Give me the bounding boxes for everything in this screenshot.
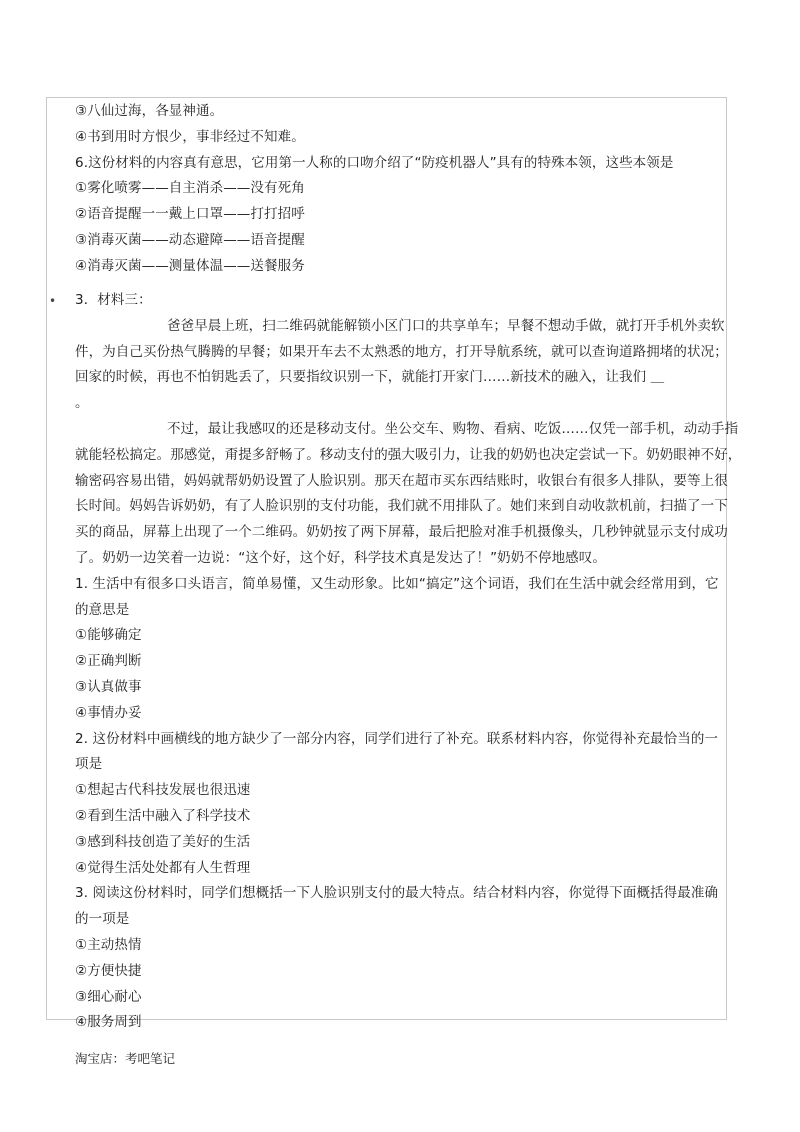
option-line: ②语音提醒一一戴上口罩——打打招呼 — [75, 206, 305, 223]
option-line: ③消毒灭菌——动态避障——语音提醒 — [75, 231, 305, 248]
question-2-stem: 2. 这份材料中画横线的地方缺少了一部分内容，同学们进行了补充。联系材料内容，你觉得补充最恰当的一 — [75, 730, 719, 747]
question-stem: 6.这份材料的内容真有意思，它用第一人称的口吻介绍了“防疫机器人”具有的特殊本领，这些本领是 — [75, 154, 674, 171]
question-3-stem: 的一项是 — [75, 911, 130, 928]
question-1-option: ④事情办妥 — [75, 704, 142, 721]
question-3-stem: 3. 阅读这份材料时，同学们想概括一下人脸识别支付的最大特点。结合材料内容，你觉得下面概括得最准确 — [75, 885, 719, 902]
material-three-section — [75, 288, 742, 1036]
list-bullet: • — [49, 294, 57, 308]
question-1-option: ②正确判断 — [75, 653, 142, 670]
paragraph-line: 买的商品，屏幕上出现了一个二维码。奶奶按了两下屏幕，最后把脸对准手机摄像头，几秒钟就显示支付成功 — [75, 524, 728, 541]
question-2-option: ②看到生活中融入了科学技术 — [75, 807, 251, 824]
question-3-option: ④服务周到 — [75, 1014, 142, 1031]
paragraph-line: 了。奶奶一边笑着一边说：“这个好，这个好，科学技术真是发达了！”奶奶不停地感叹。 — [75, 549, 606, 566]
paragraph-line: 回家的时候，再也不怕钥匙丢了，只要指纹识别一下，就能打开家门……新技术的融入，让我们 ＿ — [75, 369, 665, 386]
question-2-option: ①想起古代科技发展也很迅速 — [75, 782, 251, 799]
question-3-option: ①主动热情 — [75, 936, 142, 953]
option-line: ①雾化喷雾——自主消杀——没有死角 — [75, 180, 305, 197]
question-2-stem: 项是 — [75, 756, 103, 773]
option-line: ④书到用时方恨少，事非经过不知难。 — [75, 128, 305, 145]
paragraph-line: 就能轻松搞定。那感觉，甭提多舒畅了。移动支付的强大吸引力，让我的奶奶也决定尝试一下。奶奶眼神不好， — [75, 446, 742, 463]
paragraph-line: 件，为自己买份热气腾腾的早餐；如果开车去不太熟悉的地方，打开导航系统，就可以查询道路拥堵的状况； — [75, 343, 728, 360]
paragraph-line: 不过，最让我感叹的还是移动支付。坐公交车、购物、看病、吃饭……仅凭一部手机，动动手指 — [167, 420, 739, 437]
question-3-option: ③细心耐心 — [75, 988, 142, 1005]
section-heading: 3．材料三： — [75, 292, 152, 308]
question-2-option: ③感到科技创造了美好的生活 — [75, 833, 251, 850]
question-1-option: ③认真做事 — [75, 678, 142, 695]
option-line: ④消毒灭菌——测量体温——送餐服务 — [75, 257, 305, 274]
paragraph-line: 。 — [75, 395, 89, 412]
option-line: ③八仙过海，各显神通。 — [75, 103, 224, 119]
paragraph-line: 长时间。妈妈告诉奶奶，有了人脸识别的支付功能，我们就不用排队了。她们来到自动收款机前，扫描了一下 — [75, 498, 728, 515]
footer-shop-label: 淘宝店：考吧笔记 — [75, 1051, 176, 1066]
question-1-stem: 1. 生活中有很多口头语言，简单易懂，又生动形象。比如“搞定”这个词语，我们在生活中就会经常用到，它 — [75, 575, 719, 592]
paragraph-line: 输密码容易出错，妈妈就帮奶奶设置了人脸识别。那天在超市买东西结账时，收银台有很多人排队，要等上很 — [75, 472, 728, 489]
paragraph-line: 爸爸早晨上班，扫二维码就能解锁小区门口的共享单车；早餐不想动手做，就打开手机外卖软 — [167, 317, 725, 334]
question-1-stem: 的意思是 — [75, 601, 130, 618]
question-3-option: ②方便快捷 — [75, 962, 142, 979]
question-2-option: ④觉得生活处处都有人生哲理 — [75, 859, 251, 876]
question-1-option: ①能够确定 — [75, 627, 142, 644]
previous-question-block — [75, 99, 735, 280]
